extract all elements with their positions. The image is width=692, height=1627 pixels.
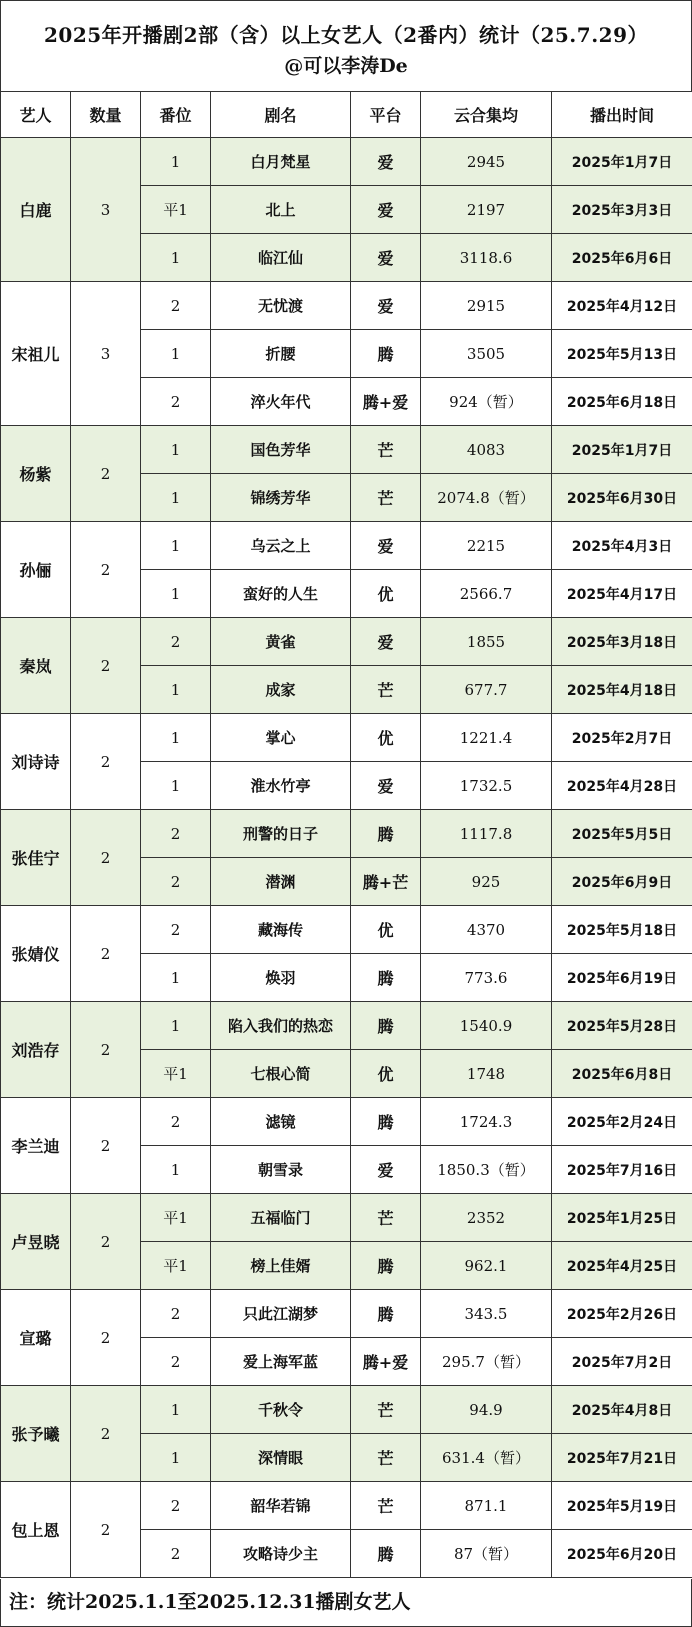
avg-rating: 1724.3 bbox=[421, 1098, 552, 1146]
drama-title: 临江仙 bbox=[211, 234, 351, 282]
billing-rank: 1 bbox=[141, 138, 211, 186]
table-row bbox=[1, 1002, 692, 1050]
drama-count: 2 bbox=[71, 522, 141, 618]
billing-rank: 2 bbox=[141, 1482, 211, 1530]
platform: 爱 bbox=[351, 186, 421, 234]
air-date: 2025年6月6日 bbox=[552, 234, 692, 282]
drama-title: 陷入我们的热恋 bbox=[211, 1002, 351, 1050]
billing-rank: 2 bbox=[141, 1338, 211, 1386]
drama-title: 五福临门 bbox=[211, 1194, 351, 1242]
drama-title: 白月梵星 bbox=[211, 138, 351, 186]
table-row bbox=[1, 1290, 692, 1338]
drama-count: 2 bbox=[71, 1002, 141, 1098]
platform: 芒 bbox=[351, 1434, 421, 1482]
avg-rating: 962.1 bbox=[421, 1242, 552, 1290]
platform: 芒 bbox=[351, 666, 421, 714]
drama-count: 2 bbox=[71, 1290, 141, 1386]
platform: 腾 bbox=[351, 1002, 421, 1050]
air-date: 2025年6月8日 bbox=[552, 1050, 692, 1098]
table-row bbox=[1, 618, 692, 666]
air-date: 2025年2月7日 bbox=[552, 714, 692, 762]
drama-count: 2 bbox=[71, 714, 141, 810]
billing-rank: 2 bbox=[141, 618, 211, 666]
table-row bbox=[1, 810, 692, 858]
table-row bbox=[1, 426, 692, 474]
air-date: 2025年7月21日 bbox=[552, 1434, 692, 1482]
platform: 芒 bbox=[351, 426, 421, 474]
air-date: 2025年6月18日 bbox=[552, 378, 692, 426]
avg-rating: 2352 bbox=[421, 1194, 552, 1242]
table-row bbox=[1, 1386, 692, 1434]
artist-name: 卢昱晓 bbox=[1, 1194, 71, 1290]
avg-rating: 295.7（暂） bbox=[421, 1338, 552, 1386]
platform: 腾 bbox=[351, 1098, 421, 1146]
header-air-date: 播出时间 bbox=[552, 92, 692, 138]
artist-name: 张予曦 bbox=[1, 1386, 71, 1482]
title-block bbox=[0, 0, 692, 91]
table-row bbox=[1, 1194, 692, 1242]
header-count: 数量 bbox=[71, 92, 141, 138]
avg-rating: 3118.6 bbox=[421, 234, 552, 282]
drama-title: 潜渊 bbox=[211, 858, 351, 906]
air-date: 2025年2月24日 bbox=[552, 1098, 692, 1146]
drama-title: 蛮好的人生 bbox=[211, 570, 351, 618]
drama-title: 韶华若锦 bbox=[211, 1482, 351, 1530]
billing-rank: 2 bbox=[141, 1290, 211, 1338]
header-rank: 番位 bbox=[141, 92, 211, 138]
billing-rank: 1 bbox=[141, 666, 211, 714]
air-date: 2025年6月20日 bbox=[552, 1530, 692, 1578]
avg-rating: 1850.3（暂） bbox=[421, 1146, 552, 1194]
air-date: 2025年4月8日 bbox=[552, 1386, 692, 1434]
air-date: 2025年1月25日 bbox=[552, 1194, 692, 1242]
platform: 芒 bbox=[351, 1386, 421, 1434]
footer-note: 注：统计2025.1.1至2025.12.31播剧女艺人 bbox=[0, 1579, 692, 1627]
air-date: 2025年3月18日 bbox=[552, 618, 692, 666]
drama-count: 2 bbox=[71, 618, 141, 714]
table-row bbox=[1, 282, 692, 330]
drama-title: 淬火年代 bbox=[211, 378, 351, 426]
artist-name: 白鹿 bbox=[1, 138, 71, 282]
table-row bbox=[1, 1482, 692, 1530]
drama-count: 2 bbox=[71, 906, 141, 1002]
avg-rating: 924（暂） bbox=[421, 378, 552, 426]
header-avg-rating: 云合集均 bbox=[421, 92, 552, 138]
header-row bbox=[1, 92, 692, 138]
billing-rank: 平1 bbox=[141, 1194, 211, 1242]
air-date: 2025年4月25日 bbox=[552, 1242, 692, 1290]
drama-title: 藏海传 bbox=[211, 906, 351, 954]
air-date: 2025年7月2日 bbox=[552, 1338, 692, 1386]
billing-rank: 2 bbox=[141, 858, 211, 906]
platform: 爱 bbox=[351, 282, 421, 330]
drama-title: 淮水竹亭 bbox=[211, 762, 351, 810]
artist-name: 张佳宁 bbox=[1, 810, 71, 906]
table-body bbox=[1, 138, 692, 1578]
page-title: 2025年开播剧2部（含）以上女艺人（2番内）统计（25.7.29） bbox=[43, 23, 648, 47]
drama-title: 无忧渡 bbox=[211, 282, 351, 330]
drama-count: 2 bbox=[71, 1194, 141, 1290]
avg-rating: 4370 bbox=[421, 906, 552, 954]
air-date: 2025年6月19日 bbox=[552, 954, 692, 1002]
artist-name: 宋祖儿 bbox=[1, 282, 71, 426]
drama-count: 2 bbox=[71, 426, 141, 522]
billing-rank: 平1 bbox=[141, 186, 211, 234]
drama-title: 攻略诗少主 bbox=[211, 1530, 351, 1578]
avg-rating: 631.4（暂） bbox=[421, 1434, 552, 1482]
drama-title: 乌云之上 bbox=[211, 522, 351, 570]
avg-rating: 1221.4 bbox=[421, 714, 552, 762]
avg-rating: 2945 bbox=[421, 138, 552, 186]
artist-name: 孙俪 bbox=[1, 522, 71, 618]
air-date: 2025年7月16日 bbox=[552, 1146, 692, 1194]
drama-count: 3 bbox=[71, 138, 141, 282]
billing-rank: 1 bbox=[141, 570, 211, 618]
platform: 优 bbox=[351, 1050, 421, 1098]
drama-title: 七根心简 bbox=[211, 1050, 351, 1098]
billing-rank: 2 bbox=[141, 1530, 211, 1578]
drama-title: 锦绣芳华 bbox=[211, 474, 351, 522]
drama-count: 2 bbox=[71, 1098, 141, 1194]
avg-rating: 2074.8（暂） bbox=[421, 474, 552, 522]
artist-name: 李兰迪 bbox=[1, 1098, 71, 1194]
billing-rank: 1 bbox=[141, 330, 211, 378]
artist-name: 秦岚 bbox=[1, 618, 71, 714]
billing-rank: 2 bbox=[141, 282, 211, 330]
avg-rating: 1117.8 bbox=[421, 810, 552, 858]
air-date: 2025年5月5日 bbox=[552, 810, 692, 858]
avg-rating: 1748 bbox=[421, 1050, 552, 1098]
billing-rank: 1 bbox=[141, 522, 211, 570]
artist-name: 刘诗诗 bbox=[1, 714, 71, 810]
platform: 腾 bbox=[351, 1530, 421, 1578]
platform: 爱 bbox=[351, 138, 421, 186]
platform: 腾+芒 bbox=[351, 858, 421, 906]
table-row bbox=[1, 522, 692, 570]
air-date: 2025年6月9日 bbox=[552, 858, 692, 906]
platform: 腾+爱 bbox=[351, 378, 421, 426]
platform: 优 bbox=[351, 570, 421, 618]
platform: 芒 bbox=[351, 474, 421, 522]
billing-rank: 1 bbox=[141, 426, 211, 474]
avg-rating: 343.5 bbox=[421, 1290, 552, 1338]
billing-rank: 2 bbox=[141, 906, 211, 954]
platform: 爱 bbox=[351, 522, 421, 570]
avg-rating: 2566.7 bbox=[421, 570, 552, 618]
air-date: 2025年6月30日 bbox=[552, 474, 692, 522]
drama-title: 朝雪录 bbox=[211, 1146, 351, 1194]
air-date: 2025年5月18日 bbox=[552, 906, 692, 954]
drama-count: 2 bbox=[71, 1386, 141, 1482]
platform: 爱 bbox=[351, 762, 421, 810]
avg-rating: 2197 bbox=[421, 186, 552, 234]
avg-rating: 925 bbox=[421, 858, 552, 906]
drama-title: 刑警的日子 bbox=[211, 810, 351, 858]
drama-title: 黄雀 bbox=[211, 618, 351, 666]
air-date: 2025年4月17日 bbox=[552, 570, 692, 618]
avg-rating: 2915 bbox=[421, 282, 552, 330]
billing-rank: 2 bbox=[141, 1098, 211, 1146]
air-date: 2025年4月3日 bbox=[552, 522, 692, 570]
air-date: 2025年4月18日 bbox=[552, 666, 692, 714]
avg-rating: 871.1 bbox=[421, 1482, 552, 1530]
air-date: 2025年1月7日 bbox=[552, 426, 692, 474]
billing-rank: 1 bbox=[141, 1002, 211, 1050]
billing-rank: 1 bbox=[141, 954, 211, 1002]
air-date: 2025年3月3日 bbox=[552, 186, 692, 234]
drama-count: 2 bbox=[71, 1482, 141, 1578]
platform: 爱 bbox=[351, 618, 421, 666]
drama-title: 折腰 bbox=[211, 330, 351, 378]
platform: 优 bbox=[351, 906, 421, 954]
table-row bbox=[1, 714, 692, 762]
stats-table bbox=[0, 91, 692, 1578]
table-header bbox=[1, 92, 692, 138]
artist-name: 宣璐 bbox=[1, 1290, 71, 1386]
platform: 芒 bbox=[351, 1194, 421, 1242]
platform: 腾+爱 bbox=[351, 1338, 421, 1386]
drama-title: 国色芳华 bbox=[211, 426, 351, 474]
air-date: 2025年5月19日 bbox=[552, 1482, 692, 1530]
artist-name: 杨紫 bbox=[1, 426, 71, 522]
artist-name: 包上恩 bbox=[1, 1482, 71, 1578]
billing-rank: 1 bbox=[141, 1386, 211, 1434]
drama-title: 榜上佳婿 bbox=[211, 1242, 351, 1290]
table-row bbox=[1, 138, 692, 186]
billing-rank: 1 bbox=[141, 714, 211, 762]
billing-rank: 平1 bbox=[141, 1050, 211, 1098]
air-date: 2025年2月26日 bbox=[552, 1290, 692, 1338]
avg-rating: 2215 bbox=[421, 522, 552, 570]
drama-count: 3 bbox=[71, 282, 141, 426]
platform: 腾 bbox=[351, 1290, 421, 1338]
billing-rank: 1 bbox=[141, 234, 211, 282]
drama-title: 掌心 bbox=[211, 714, 351, 762]
drama-title: 焕羽 bbox=[211, 954, 351, 1002]
air-date: 2025年5月28日 bbox=[552, 1002, 692, 1050]
platform: 爱 bbox=[351, 234, 421, 282]
drama-title: 深情眼 bbox=[211, 1434, 351, 1482]
platform: 芒 bbox=[351, 1482, 421, 1530]
billing-rank: 1 bbox=[141, 762, 211, 810]
platform: 腾 bbox=[351, 330, 421, 378]
drama-title: 北上 bbox=[211, 186, 351, 234]
avg-rating: 1540.9 bbox=[421, 1002, 552, 1050]
billing-rank: 1 bbox=[141, 1434, 211, 1482]
drama-title: 只此江湖梦 bbox=[211, 1290, 351, 1338]
avg-rating: 3505 bbox=[421, 330, 552, 378]
air-date: 2025年4月28日 bbox=[552, 762, 692, 810]
billing-rank: 2 bbox=[141, 378, 211, 426]
avg-rating: 94.9 bbox=[421, 1386, 552, 1434]
avg-rating: 87（暂） bbox=[421, 1530, 552, 1578]
header-platform: 平台 bbox=[351, 92, 421, 138]
air-date: 2025年4月12日 bbox=[552, 282, 692, 330]
drama-title: 成家 bbox=[211, 666, 351, 714]
drama-title: 滤镜 bbox=[211, 1098, 351, 1146]
platform: 腾 bbox=[351, 1242, 421, 1290]
billing-rank: 1 bbox=[141, 474, 211, 522]
air-date: 2025年5月13日 bbox=[552, 330, 692, 378]
billing-rank: 1 bbox=[141, 1146, 211, 1194]
avg-rating: 773.6 bbox=[421, 954, 552, 1002]
drama-title: 千秋令 bbox=[211, 1386, 351, 1434]
avg-rating: 677.7 bbox=[421, 666, 552, 714]
table-row bbox=[1, 906, 692, 954]
drama-count: 2 bbox=[71, 810, 141, 906]
header-artist: 艺人 bbox=[1, 92, 71, 138]
artist-name: 张婧仪 bbox=[1, 906, 71, 1002]
air-date: 2025年1月7日 bbox=[552, 138, 692, 186]
table-row bbox=[1, 1098, 692, 1146]
avg-rating: 1732.5 bbox=[421, 762, 552, 810]
platform: 优 bbox=[351, 714, 421, 762]
billing-rank: 平1 bbox=[141, 1242, 211, 1290]
platform: 腾 bbox=[351, 810, 421, 858]
platform: 爱 bbox=[351, 1146, 421, 1194]
platform: 腾 bbox=[351, 954, 421, 1002]
avg-rating: 1855 bbox=[421, 618, 552, 666]
header-drama: 剧名 bbox=[211, 92, 351, 138]
artist-name: 刘浩存 bbox=[1, 1002, 71, 1098]
author-handle: @可以李涛De bbox=[284, 55, 408, 77]
drama-title: 爱上海军蓝 bbox=[211, 1338, 351, 1386]
avg-rating: 4083 bbox=[421, 426, 552, 474]
billing-rank: 2 bbox=[141, 810, 211, 858]
